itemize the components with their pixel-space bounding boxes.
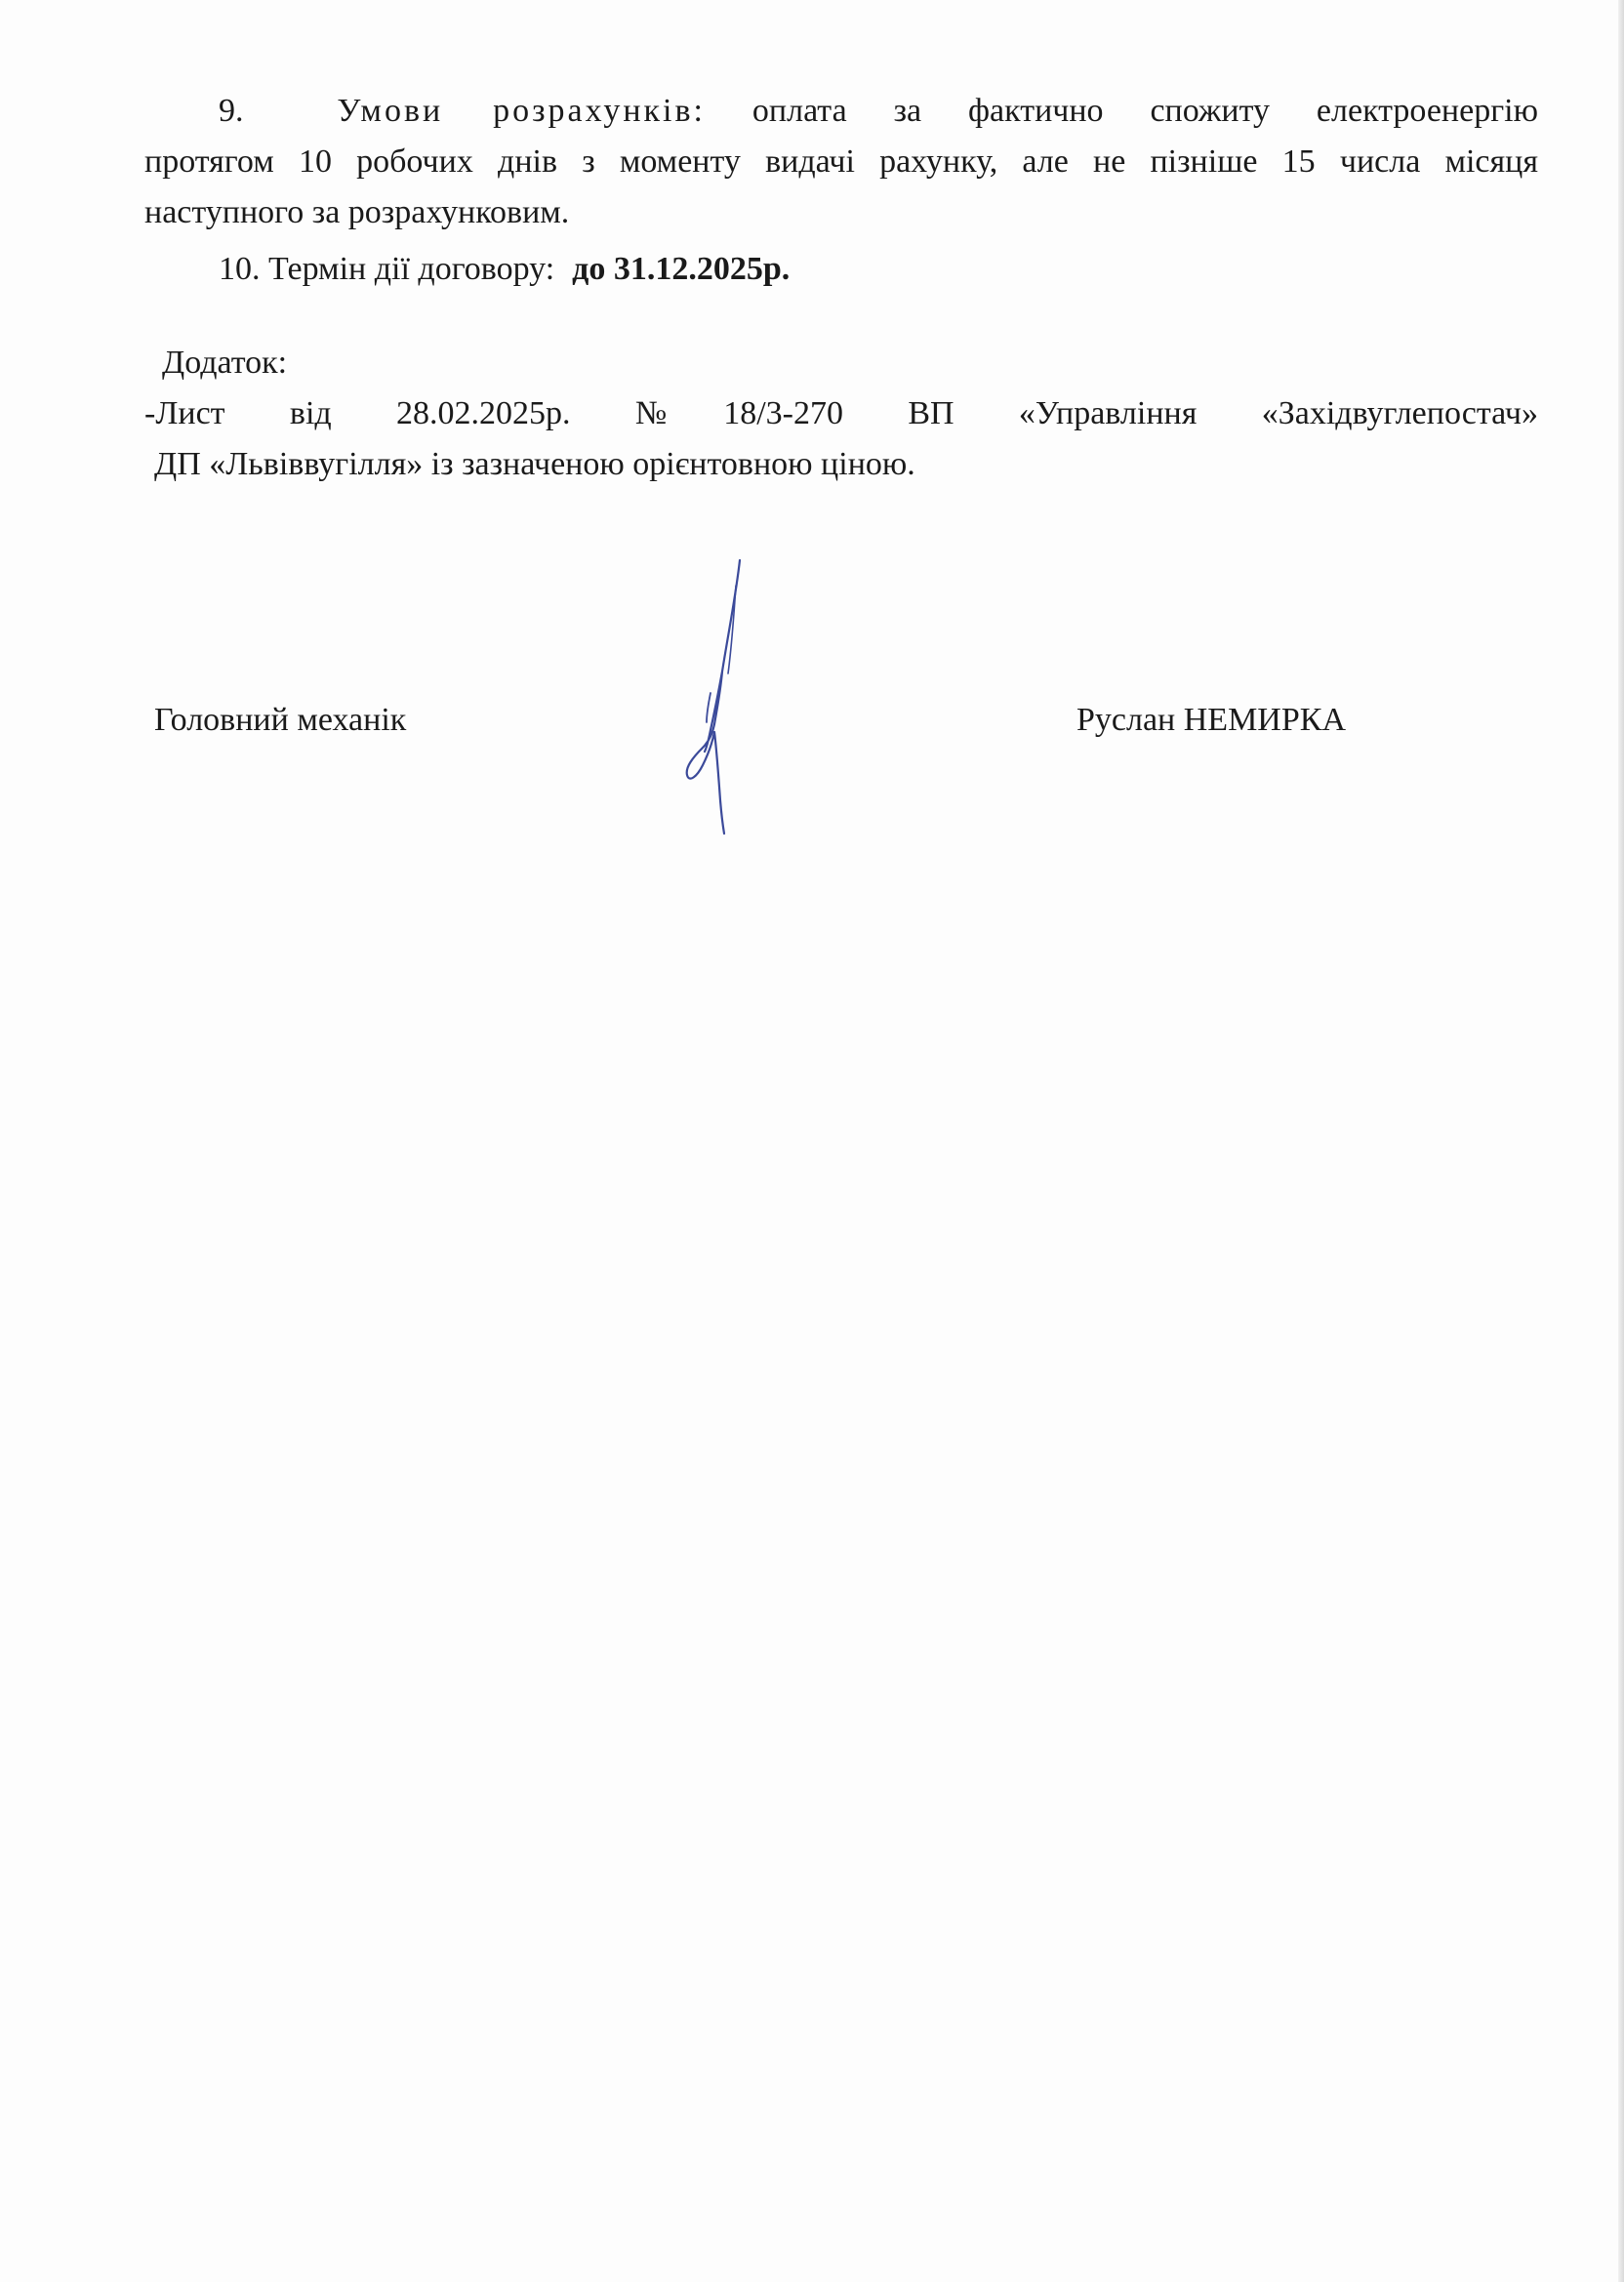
clause-10-contract-term bbox=[219, 244, 1390, 295]
clause-9-label: Умови розрахунків: bbox=[337, 93, 706, 129]
attachment-item-line-2: ДП «Львіввугілля» із зазначеною орієнтовною ціною. bbox=[154, 446, 915, 482]
signer-position: Головний механік bbox=[154, 702, 407, 738]
clause-9-number: 9. bbox=[219, 93, 244, 129]
clause-10-label: 10. Термін дії договору: bbox=[219, 251, 555, 287]
clause-9-payment-terms bbox=[144, 86, 1538, 238]
clause-9-line-2: протягом 10 робочих днів з моменту видачі рахунку, але не пізніше 15 числа місяця bbox=[144, 143, 1538, 180]
attachment-item-line-1: -Лист від 28.02.2025р. №18/3-270 ВП «Управління «Західвуглепостач» bbox=[144, 395, 1538, 431]
handwritten-signature bbox=[664, 556, 781, 839]
clause-9-line-1 bbox=[219, 86, 1538, 137]
clause-9-text-start: оплата за фактично спожиту електроенергію bbox=[751, 93, 1538, 129]
clause-10-value: до 31.12.2025р. bbox=[572, 251, 791, 287]
attachment-label: Додаток: bbox=[162, 345, 288, 381]
page-edge-shadow bbox=[1618, 0, 1624, 2282]
attachment-item bbox=[144, 388, 1538, 490]
clause-9-line-3: наступного за розрахунковим. bbox=[144, 194, 570, 230]
signer-name: Руслан НЕМИРКА bbox=[1076, 702, 1347, 738]
